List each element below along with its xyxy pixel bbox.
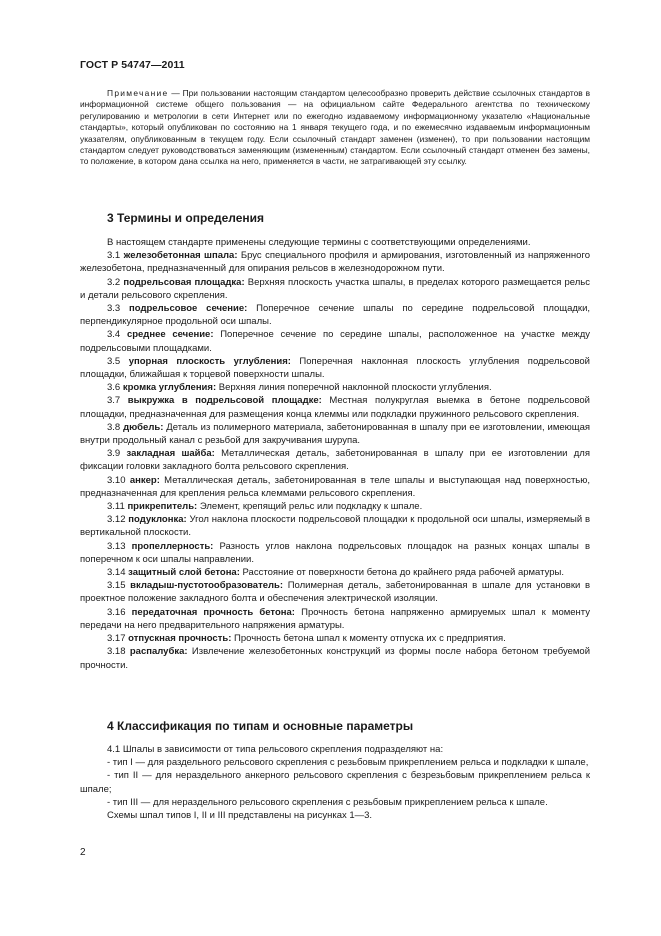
term-name: дюбель: <box>123 421 164 433</box>
section-4-body <box>80 743 590 822</box>
term-number: 3.15 <box>107 580 126 592</box>
term-definition <box>80 513 590 539</box>
term-name: передаточная прочность бетона: <box>131 606 295 618</box>
term-text: Верхняя линия поперечной наклонной плоскости углубления. <box>216 382 492 394</box>
type-list-item: - тип I — для раздельного рельсового скрепления с резьбовым прикреплением рельса и подкладки к шпале, <box>107 757 589 769</box>
term-text: Местная полукруглая выемка в бетоне подрельсовой площадки, предназначенная для размещения конца клеммы или подкладки пружинного рельсового скрепления. <box>80 395 590 420</box>
term-name: отпускная прочность: <box>128 633 232 645</box>
term-definition <box>80 355 590 381</box>
term-definition <box>80 394 590 420</box>
term-number: 3.2 <box>107 276 121 288</box>
term-name: упорная плоскость углубления: <box>128 355 291 367</box>
type-list-item: - тип III — для нераздельного рельсового скрепления с резьбовым прикреплением рельса к шпале. <box>107 796 548 808</box>
term-text: Поперечная наклонная плоскость углубления подрельсовой площадки, ближайшая к торцевой поверхности шпалы. <box>80 355 590 381</box>
term-number: 3.5 <box>107 355 121 367</box>
term-definition <box>80 249 590 275</box>
term-text: Прочность бетона напряженно армируемых шпал к моменту передачи на него предварительного напряжения арматуры. <box>80 606 591 631</box>
term-number: 3.17 <box>107 633 126 645</box>
term-name: подрельсовое сечение: <box>129 303 248 315</box>
section-4-lead: 4.1 Шпалы в зависимости от типа рельсового скрепления подразделяют на: <box>107 744 444 755</box>
term-text: Прочность бетона шпал к моменту отпуска их с предприятия. <box>231 633 506 645</box>
section-4-tail: Схемы шпал типов I, II и III представлены на рисунках 1—3. <box>107 810 373 822</box>
section-4-title: 4 Классификация по типам и основные параметры <box>107 719 414 733</box>
term-text: Металлическая деталь, забетонированная в шпалу при ее изготовлении для фиксации головки закладного болта рельсового скрепления. <box>80 448 590 473</box>
term-number: 3.7 <box>107 395 121 407</box>
term-number: 3.13 <box>107 540 126 552</box>
term-definition <box>80 381 590 394</box>
term-definition <box>80 579 590 605</box>
term-name: закладная шайба: <box>126 448 215 460</box>
term-number: 3.9 <box>107 448 121 460</box>
term-definition <box>80 302 590 328</box>
term-text: Поперечное сечение шпалы по середине подрельсовой площадки, перпендикулярное продольной оси шпалы. <box>80 303 591 328</box>
term-definition <box>80 328 590 354</box>
term-name: железобетонная шпала: <box>123 250 238 262</box>
section-3-body <box>80 236 590 672</box>
term-text: Брус специального профиля и армирования, изготовленный из напряженного железобетона, предназначенный для опирания рельсов в железнодорожном пути. <box>80 250 591 275</box>
term-definition <box>80 566 590 579</box>
term-definition <box>80 645 590 671</box>
term-definition <box>80 500 590 513</box>
term-text: Расстояние от поверхности бетона до крайнего ряда рабочей арматуры. <box>239 567 564 579</box>
term-number: 3.4 <box>107 329 121 341</box>
term-definition <box>80 606 590 632</box>
section-3-title: 3 Термины и определения <box>107 211 265 225</box>
term-name: подуклонка: <box>128 514 187 526</box>
term-name: выкружка в подрельсовой площадке: <box>127 395 322 407</box>
term-text: Металлическая деталь, забетонированная в теле шпалы и выступающая над поверхностью, предназначенная для крепления рельса клеммами рельсового скрепления. <box>80 474 591 499</box>
term-number: 3.11 <box>107 501 125 513</box>
term-number: 3.8 <box>107 421 121 433</box>
term-text: Полимерная деталь, забетонированная в шпале для установки в проектное положение закладного болта и обеспечения электрической изоляции. <box>80 580 590 605</box>
term-definition <box>80 540 590 566</box>
section-3-intro: В настоящем стандарте применены следующие термины с соответствующими определениями. <box>107 237 531 248</box>
term-name: анкер: <box>129 474 160 486</box>
term-name: кромка углубления: <box>122 382 217 394</box>
page-number: 2 <box>80 847 86 858</box>
term-text: Разность углов наклона подрельсовых площадок на разных концах шпалы в поперечном к оси шпалы направлении. <box>80 540 590 565</box>
term-text: Угол наклона плоскости подрельсовой площадки к продольной оси шпалы, измеряемый в вертикальной плоскости. <box>80 514 591 539</box>
term-definition <box>80 276 590 302</box>
term-text: Верхняя плоскость участка шпалы, в пределах которого размещается рельс и детали рельсового скрепления. <box>80 276 591 301</box>
term-number: 3.1 <box>107 250 121 262</box>
term-name: среднее сечение: <box>126 329 214 341</box>
type-list-item: - тип II — для нераздельного анкерного рельсового скрепления с безрезьбовым прикреплением рельса к шпале; <box>80 770 590 795</box>
note-label: Примечание <box>107 88 169 98</box>
term-definition <box>80 632 590 645</box>
term-number: 3.10 <box>107 474 126 486</box>
term-name: прикрепитель: <box>127 501 198 513</box>
term-definition <box>80 421 590 447</box>
term-text: Извлечение железобетонных конструкций из формы после набора бетоном требуемой прочности. <box>80 646 591 671</box>
term-number: 3.12 <box>107 514 126 526</box>
term-name: подрельсовая площадка: <box>123 276 245 288</box>
term-number: 3.14 <box>107 567 126 579</box>
term-text: Поперечное сечение по середине шпалы, расположенное на участке между подрельсовыми площадками. <box>80 329 591 354</box>
term-text: Элемент, крепящий рельс или подкладку к шпале. <box>197 501 423 513</box>
term-number: 3.3 <box>107 303 121 315</box>
reference-note <box>80 88 590 168</box>
document-header: ГОСТ Р 54747—2011 <box>80 59 185 71</box>
term-number: 3.6 <box>107 382 121 394</box>
term-text: Деталь из полимерного материала, забетонированная в шпалу при ее изготовлении, имеющая внутри продольный канал с резьбой для закручивания шурупа. <box>80 421 591 447</box>
term-number: 3.18 <box>107 646 126 658</box>
note-text: — При пользовании настоящим стандартом целесообразно проверить действие ссылочных стандартов в информационной системе общего пользования — на официальном сайте Федерального агентства по техническому регулированию и метрологии в сети Интернет или по ежегодно издаваемому информационному указателю «Национальные стандарты», который опубликован по состоянию на 1 января текущего года, и по ежемесячно издаваемым информационным указателям, опубликованным в текущем году. Если ссылочный стандарт заменен (изменен), то при пользовании настоящим стандартом следует руководствоваться заменяющим (измененным) стандартом. Если ссылочный стандарт отменен без замены, то положение, в котором дана ссылка на него, применяется в части, не затрагивающей эту ссылку. <box>80 88 591 167</box>
term-name: вкладыш-пустотообразователь: <box>130 580 284 592</box>
term-name: защитный слой бетона: <box>128 567 240 579</box>
term-name: пропеллерность: <box>131 540 214 552</box>
term-definition <box>80 447 590 473</box>
term-name: распалубка: <box>129 646 188 658</box>
term-number: 3.16 <box>107 606 126 618</box>
term-definition <box>80 474 590 500</box>
